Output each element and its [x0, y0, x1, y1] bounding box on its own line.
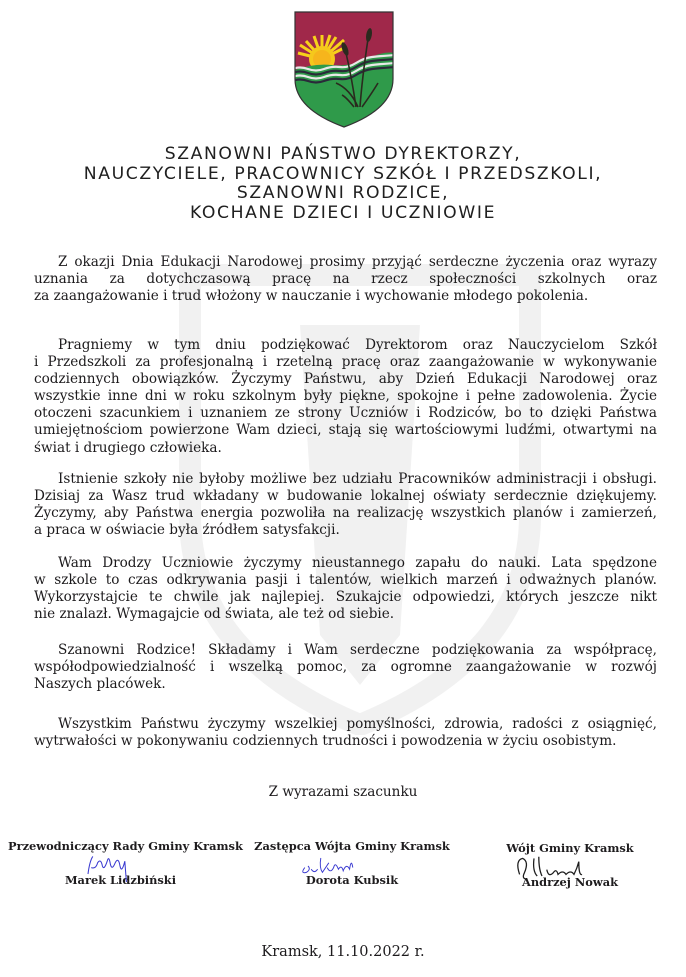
signatory-role: Przewodniczący Rady Gminy Kramsk	[8, 839, 243, 853]
handwritten-signature	[470, 852, 630, 884]
paragraph-line: Pragniemy w tym dniu podziękować Dyrektorom oraz Nauczycielom Szkół	[58, 337, 657, 353]
paragraph-line: Szanowni Rodzice! Składamy i Wam serdeczne podziękowania za współpracę,	[58, 642, 657, 658]
paragraph-line: umiejętnościom powierzone Wam dzieci, stają się wartościowymi ludźmi, otwartymi na	[34, 422, 657, 439]
paragraph-line: wszystkie inne dni w roku szkolnym były piękne, spokojne i pełne zadowolenia. Życie	[34, 388, 657, 405]
paragraph-line: uznania za dotychczasową pracę na rzecz społeczności szkolnych oraz	[34, 271, 657, 288]
handwritten-signature	[8, 850, 188, 882]
heading-line: NAUCZYCIELE, PRACOWNICY SZKÓŁ I PRZEDSZKOLI,	[83, 163, 603, 184]
coat-of-arms-crest	[292, 9, 396, 129]
paragraph-students	[34, 555, 657, 623]
signatory-name: Dorota Kubsik	[305, 873, 399, 887]
paragraph-teachers	[34, 337, 657, 457]
paragraph-parents	[34, 642, 657, 693]
paragraph-line: Naszych placówek.	[34, 676, 166, 693]
place-and-date: Kramsk, 11.10.2022 r.	[261, 944, 425, 960]
paragraph-line: nie znalazł. Wymagajcie od świata, ale też od siebie.	[34, 606, 395, 623]
paragraph-line: Z okazji Dnia Edukacji Narodowej prosimy przyjąć serdeczne życzenia oraz wyrazy	[58, 254, 657, 270]
heading-line: SZANOWNI RODZICE,	[236, 183, 450, 203]
paragraph-line: w szkole to czas odkrywania pasji i talentów, wielkich marzeń i odważnych planów.	[34, 572, 657, 589]
signatory-role: Wójt Gminy Kramsk	[506, 841, 634, 855]
paragraph-line: Życzymy, aby Państwa energia pozwoliła na realizację wszystkich planów i zamierzeń,	[34, 505, 657, 522]
signatory-deputy-mayor	[252, 839, 452, 887]
signatory-role: Zastępca Wójta Gminy Kramsk	[254, 839, 450, 853]
paragraph-line: Wam Drodzy Uczniowie życzymy nieustannego zapału do nauki. Lata spędzone	[58, 555, 657, 571]
signatory-mayor	[470, 841, 670, 889]
paragraph-wishes	[34, 716, 657, 750]
paragraph-line: Wszystkim Państwu życzymy wszelkiej pomyślności, zdrowia, radości z osiągnięć,	[58, 716, 657, 732]
paragraph-line: współodpowiedzialność i wszelką pomoc, za ogromne zaangażowanie w rozwój	[34, 659, 657, 676]
paragraph-line: Wykorzystajcie te chwile jak najlepiej. Szukajcie odpowiedzi, których jeszcze nikt	[34, 589, 657, 606]
paragraph-line: a praca w oświacie była źródłem satysfakcji.	[34, 522, 340, 539]
heading-line: SZANOWNI PAŃSTWO DYREKTORZY,	[164, 144, 522, 164]
paragraph-staff	[34, 471, 657, 539]
paragraph-line: otoczeni szacunkiem i uznaniem ze strony Uczniów i Rodziców, bo to dzięki Państwa	[34, 405, 657, 422]
paragraph-line: i Przedszkoli za profesjonalną i rzetelną pracę oraz zaangażowanie w wykonywanie	[34, 354, 657, 371]
closing-phrase: Z wyrazami szacunku	[268, 784, 418, 800]
heading-line: KOCHANE DZIECI I UCZNIOWIE	[189, 202, 497, 223]
letter-heading	[0, 145, 686, 223]
handwritten-signature	[252, 850, 412, 882]
paragraph-line: świat i drugiego człowieka.	[34, 439, 222, 456]
signatory-name: Marek Lidzbiński	[64, 873, 177, 887]
paragraph-line: za zaangażowanie i trud włożony w nauczanie i wychowanie młodego pokolenia.	[34, 288, 589, 305]
paragraph-line: Dzisiaj za Wasz trud wkładany w budowanie lokalnej oświaty serdecznie dziękujemy.	[34, 488, 657, 505]
paragraph-line: codziennych obowiązków. Życzymy Państwu, aby Dzień Edukacji Narodowej oraz	[34, 371, 657, 388]
paragraph-line: wytrwałości w pokonywaniu codziennych trudności i powodzenia w życiu osobistym.	[34, 733, 617, 750]
paragraph-greeting	[34, 254, 657, 305]
paragraph-line: Istnienie szkoły nie byłoby możliwe bez udziału Pracowników administracji i obsługi.	[58, 471, 657, 487]
signatory-name: Andrzej Nowak	[522, 875, 618, 889]
signatory-council-chair	[8, 839, 243, 887]
